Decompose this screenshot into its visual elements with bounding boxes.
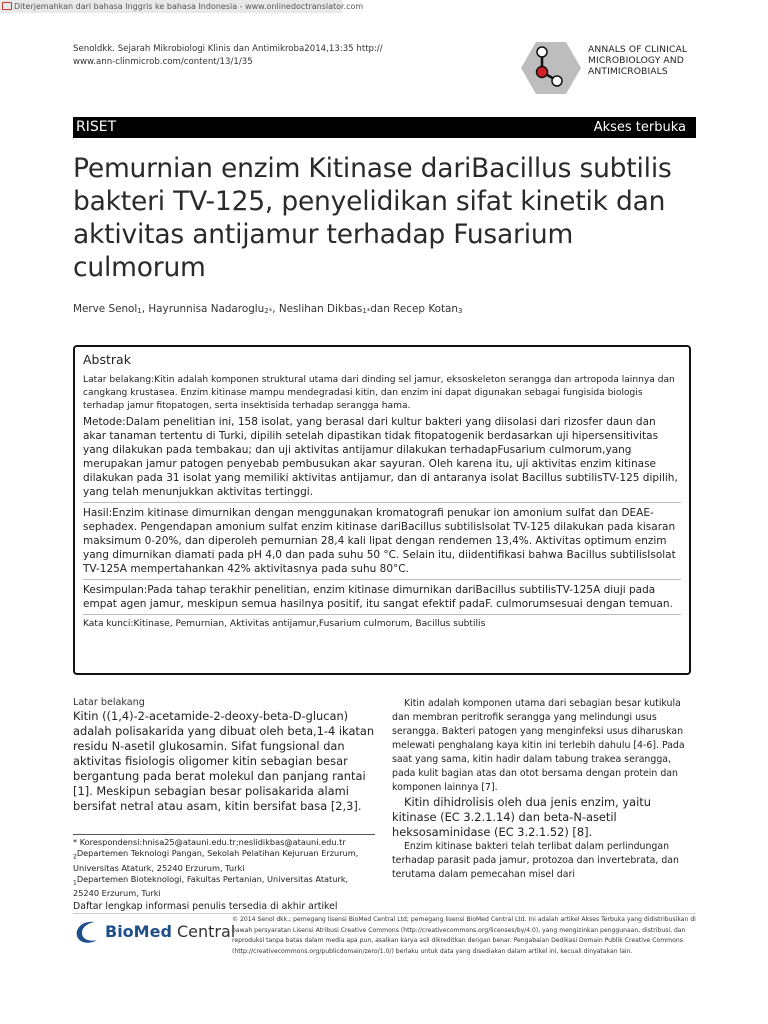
abstract-box: [73, 345, 691, 675]
translator-bar[interactable]: [0, 0, 364, 13]
body-paragraph: Enzim kitinase bakteri telah terlibat dalam perlindungan terhadap parasit pada jamur, protozoa dan invertebrata, dan terutama dalam pemecahan misel dari: [392, 841, 679, 880]
hexagon-molecule-icon: [520, 40, 584, 96]
section-banner: [73, 117, 696, 138]
body-paragraph: Kitin dihidrolisis oleh dua jenis enzim, yaitu kitinase (EC 3.2.1.14) dan beta-N-asetil heksosaminidase (EC 3.2.1.52) [8].: [392, 795, 651, 839]
open-access-label: Akses terbuka: [593, 120, 686, 135]
section-label: RISET: [76, 119, 117, 135]
translator-note: Diterjemahkan dari bahasa Inggris ke bahasa Indonesia - www.onlinedoctranslator.com: [14, 2, 364, 11]
license-text: © 2014 Senol dkk.; pemegang lisensi BioMed Central Ltd; pemegang lisensi BioMed Central Ltd. Ini adalah artikel Akses Terbuka yang didistribusikan di bawah persyaratan Lisensi Atribusi Creative Commons (http://creativecommons.org/licenses/by/4.0), yang mengizinkan penggunaan, distribusi, dan reproduksi tanpa batas dalam media apa pun, asalkan karya asli dikreditkan dengan benar. Pengabaian Dedikasi Domain Publik Creative Commons (http://creativecommons.org/publicdomain/zero/1.0/) berlaku untuk data yang disediakan dalam artikel ini, kecuali dinyatakan lain.: [232, 916, 696, 955]
biomed-wordmark: BioMed Central: [105, 922, 236, 941]
body-paragraph: Kitin adalah komponen utama dari sebagian besar kutikula dan membran peritrofik serangga yang melindungi usus serangga. Bakteri patogen yang menginfeksi usus diharuskan melewati penghalang kaya kitin ini terlebih dahulu [4-6]. Pada saat yang sama, kitin hadir dalam tabung trakea serangga, pada kulit bagian atas dan otot bersama dengan protein dan komponen lainnya [7].: [392, 698, 685, 793]
footnote-rule: [73, 834, 375, 835]
divider: [83, 579, 681, 580]
author-list: Merve Senol$_1$, Hayrunnisa Nadaroglu$_{2*}$, Neslihan Dikbas$_{1*}$dan Recep Kotan$_3$: [73, 303, 463, 315]
divider: [83, 502, 681, 503]
affiliation-1: $_1$Departemen Bioteknologi, Fakultas Pertanian, Universitas Ataturk, 25240 Erzurum, Turki: [73, 873, 349, 899]
abstract-keywords: Kata kunci:Kitinase, Pemurnian, Aktivitas antijamur,Fusarium culmorum, Bacillus subtilis: [83, 619, 486, 629]
author-info-note: Daftar lengkap informasi penulis tersedia di akhir artikel: [73, 901, 338, 913]
journal-name: ANNALS OF CLINICAL MICROBIOLOGY AND ANTIMICROBIALS: [588, 44, 688, 77]
article-title: Pemurnian enzim Kitinase dariBacillus subtilis bakteri TV-125, penyelidikan sifat kinetik dan aktivitas antijamur terhadap Fusarium culmorum: [73, 153, 672, 283]
section-heading-background: Latar belakang: [73, 697, 145, 708]
correspondence-note[interactable]: * Korespondensi:hnisa25@atauni.edu.tr;neslidikbas@atauni.edu.tr: [73, 837, 346, 847]
citation-line-2[interactable]: www.ann-clinmicrob.com/content/13/1/35: [73, 57, 253, 67]
footnotes: [73, 834, 375, 913]
abstract-results: Hasil:Enzim kitinase dimurnikan dengan menggunakan kromatografi penukar ion amonium sulfat dan DEAE-sephadex. Pengendapan amonium sulfat enzim kitinase dariBacillus subtilisIsolat TV-125 dilakukan pada kisaran maksimum 0-20%, dan diperoleh pemurnian 28,4 kali lipat dengan rendemen 13,4%. Aktivitas optimum enzim yang dimurnikan diamati pada pH 4,0 dan pada suhu 50 °C. Selain itu, diidentifikasi bahwa Bacillus subtilisIsolat TV-125A mempertahankan 42% aktivitasnya pada suhu 80°C.: [83, 507, 676, 575]
citation-line-1: Senoldkk. Sejarah Mikrobiologi Klinis dan Antimikroba2014,13:35 http://: [73, 44, 383, 54]
divider: [83, 614, 681, 615]
translate-icon: [2, 2, 12, 10]
journal-logo: [520, 40, 700, 96]
affiliation-2: $_2$Departemen Teknologi Pangan, Sekolah Pelatihan Kejuruan Erzurum, Universitas Ataturk, 25240 Erzurum, Turki: [73, 848, 359, 873]
body-paragraph: Kitin ((1,4)-2-acetamide-2-deoxy-beta-D-glucan) adalah polisakarida yang dibuat oleh beta,1-4 ikatan residu N-asetil glukosamin. Sifat fungsional dan aktivitas fisiologis oligomer kitin sebagian besar bergantung pada berat molekul dan panjang rantai [1]. Meskipun sebagian besar polisakarida alami bersifat netral atau asam, kitin bersifat basa [2,3].: [73, 709, 375, 813]
right-column: [392, 697, 696, 882]
left-column: [73, 697, 375, 814]
abstract-methods: Metode:Dalam penelitian ini, 158 isolat, yang berasal dari kultur bakteri yang diisolasi dari rizosfer daun dan akar tanaman tertentu di Turki, dipilih setelah dipastikan tidak fitopatogenik berdasarkan uji hipersensitivitas yang dilakukan pada tembakau; dan uji aktivitas antijamur dilakukan terhadapFusarium culmorum,yang merupakan jamur patogen penyebab pembusukan akar sayuran. Oleh karena itu, uji aktivitas enzim kitinase dilakukan pada 31 isolat yang memiliki aktivitas antijamur, dan di antaranya isolat Bacillus subtilisTV-125 dipilih, yang telah menunjukkan aktivitas tertinggi.: [83, 416, 678, 498]
citation: [73, 43, 393, 69]
abstract-heading: Abstrak: [83, 352, 131, 367]
biomed-swoosh-icon: [73, 918, 103, 946]
abstract-background: Latar belakang:Kitin adalah komponen struktural utama dari dinding sel jamur, eksoskeleton serangga dan artropoda lainnya dan cangkang krustasea. Enzim kitinase mampu mendegradasi kitin, dan enzim ini dapat digunakan sebagai fungisida biologis terhadap jamur fitopatogen, serta insektisida terhadap serangga hama.: [83, 375, 675, 411]
biomed-central-logo[interactable]: [73, 918, 236, 946]
abstract-conclusions: Kesimpulan:Pada tahap terakhir penelitian, enzim kitinase dimurnikan dariBacillus subtilisTV-125A diuji pada empat agen jamur, meskipun semua hasilnya positif, itu sangat efektif padaF. culmorumsesuai dengan temuan.: [83, 584, 673, 610]
footer-rule: [73, 913, 696, 914]
